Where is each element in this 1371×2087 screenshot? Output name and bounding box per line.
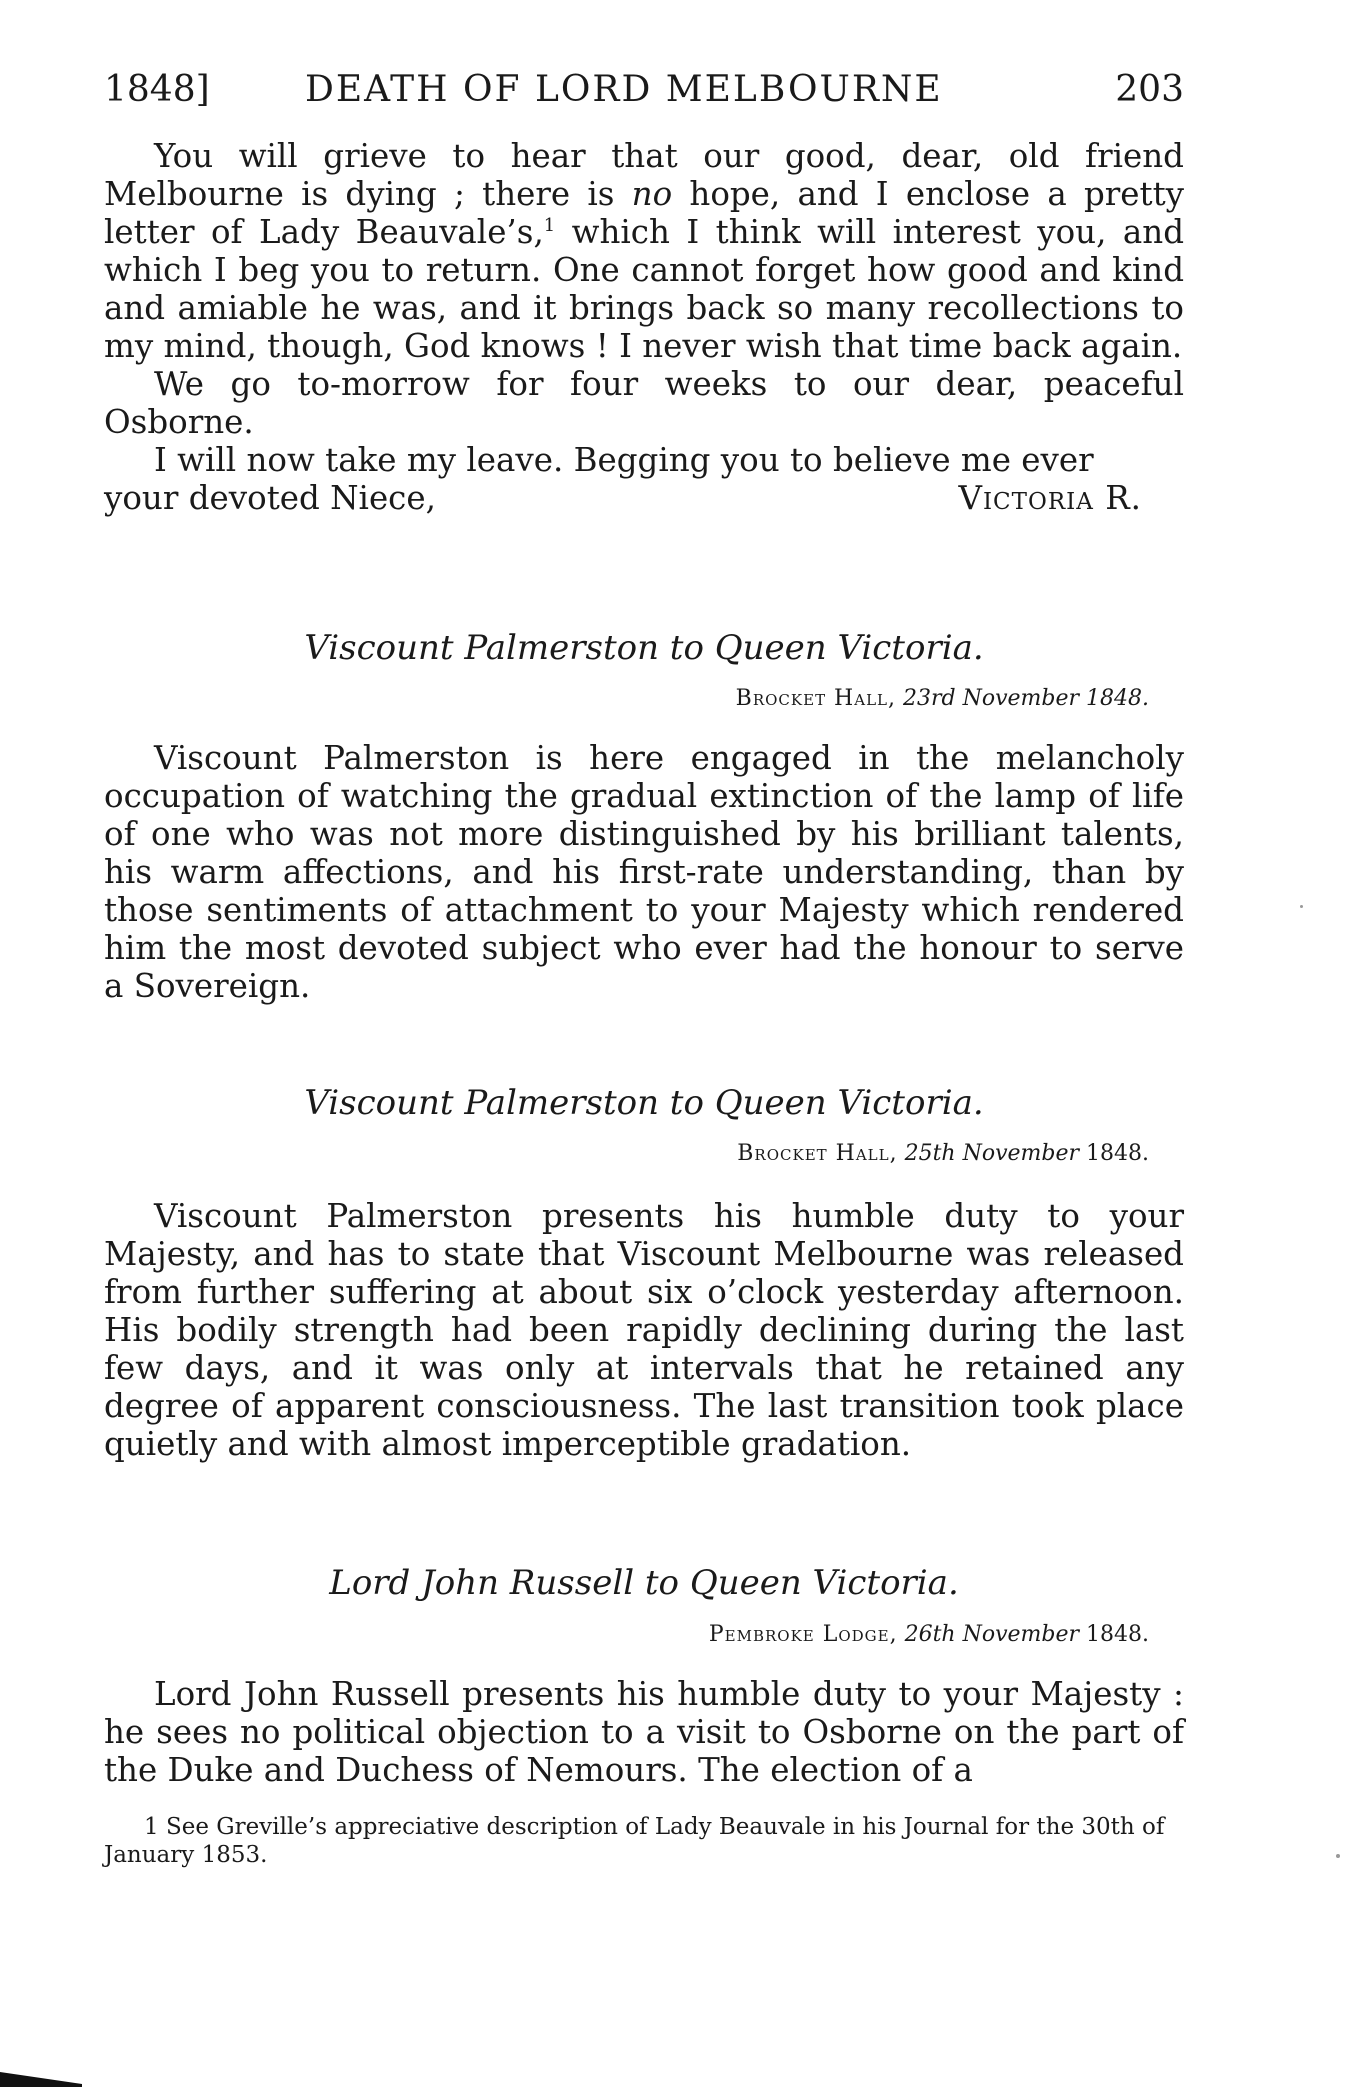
footnote-marker: 1 [144, 1814, 159, 1840]
header-year: 1848] [104, 69, 210, 110]
letter-paragraph: You will grieve to hear that our good, dear, old friend Melbourne is dying ; there is no hope, and I enclose a pretty letter of Lady Beauvale’s,$^1$ which I think will interest you, and which I beg you to return. One cannot forget how good and kind and amiable he was, and it brings back so many recollections to my mind, though, God knows ! I never wish that time back again. [104, 137, 1185, 365]
closing: your devoted Niece, [104, 479, 436, 517]
footnote-text: See Greville’s appreciative description of Lady Beauvale in his Journal for the 30th of January 1853. [104, 1814, 1165, 1868]
closing-line [104, 479, 1184, 517]
scan-speck [1300, 905, 1303, 908]
letter-paragraph: Viscount Palmerston is here engaged in the melancholy occupation of watching the gradual extinction of the lamp of life of one who was not more distinguished by his brilliant talents, his warm affections, and his first-rate understanding, than by those sentiments of attachment to your Majesty which rendered him the most devoted subject who ever had the honour to serve a Sovereign. [104, 739, 1184, 1005]
dateline [104, 1621, 1149, 1649]
letter-paragraph: I will now take my leave. Begging you to believe me ever [154, 441, 1094, 479]
footnote-reference: 1 [543, 215, 556, 237]
letter-palmerston-2 [104, 1197, 1184, 1463]
letter-russell [104, 1675, 1184, 1789]
letter-paragraph: Lord John Russell presents his humble duty to your Majesty : he sees no political objection to a visit to Osborne on the part of the Duke and Duchess of Nemours. The election of a [104, 1675, 1184, 1789]
page-edge-mark-icon [0, 2072, 82, 2087]
letter-heading: Lord John Russell to Queen Victoria. [329, 1563, 959, 1603]
signature: Victoria R. [958, 479, 1142, 517]
dateline-place: Pembroke Lodge, [708, 1622, 898, 1647]
letter-paragraph: Viscount Palmerston presents his humble duty to your Majesty, and has to state that Viscount Melbourne was released from further suffering at about six o’clock yesterday afternoon. His bodily strength had been rapidly declining during the last few days, and it was only at intervals that he retained any degree of apparent consciousness. The last transition took place quietly and with almost imperceptible gradation. [104, 1197, 1184, 1463]
dateline-date: 23rd November 1848. [903, 686, 1149, 711]
dateline [104, 685, 1149, 713]
dateline-year: 1848. [1086, 1141, 1149, 1166]
dateline-date: 26th November [904, 1622, 1080, 1647]
page-number: 203 [1115, 69, 1184, 110]
letter-palmerston-1 [104, 739, 1184, 1005]
letter-paragraph: We go to-morrow for four weeks to our dear, peaceful Osborne. [104, 365, 1184, 441]
dateline-place: Brocket Hall, [735, 686, 896, 711]
dateline-date: 25th November [904, 1141, 1080, 1166]
dateline-place: Brocket Hall, [737, 1141, 898, 1166]
dateline [104, 1140, 1149, 1168]
running-header [104, 68, 1184, 112]
letter-victoria [104, 137, 1184, 517]
header-title: DEATH OF LORD MELBOURNE [305, 69, 943, 110]
letter-heading: Viscount Palmerston to Queen Victoria. [304, 628, 984, 668]
letter-heading: Viscount Palmerston to Queen Victoria. [304, 1083, 984, 1123]
dateline-year: 1848. [1086, 1622, 1149, 1647]
scan-speck [1336, 1854, 1340, 1858]
footnote [104, 1813, 1184, 1869]
